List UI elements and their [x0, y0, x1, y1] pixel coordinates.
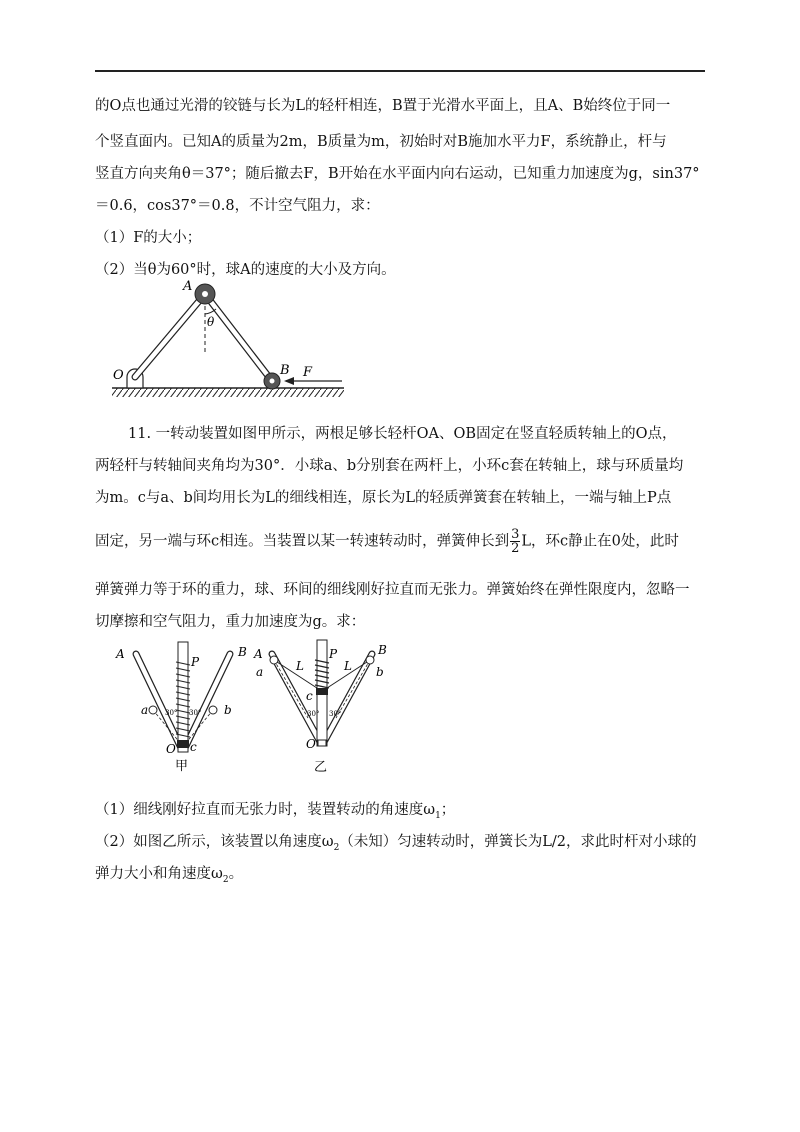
- q11-sub2-line2-post: 。: [228, 866, 244, 882]
- q10-figure: [110, 278, 350, 406]
- label-O: O: [306, 737, 316, 751]
- q11-sub2-line2-pre: 弹力大小和角速度ω: [95, 866, 223, 882]
- label-ang2: 30°: [329, 710, 342, 718]
- label-B: B: [238, 645, 247, 659]
- q11-sub-question-2: [95, 832, 707, 858]
- ring-c: [316, 688, 328, 695]
- ball-b: [209, 706, 217, 714]
- fraction-denominator: 2: [511, 541, 520, 556]
- q11-line-1: 11. 一转动装置如图甲所示，两根足够长轻杆OA、OB固定在竖直轻质转轴上的O点，: [128, 426, 677, 442]
- caption-yi: 乙: [314, 760, 328, 775]
- label-L-left: L: [296, 659, 304, 673]
- label-ang1: 30°: [165, 709, 178, 717]
- q11-line-6: 切摩擦和空气阻力，重力加速度为g。求：: [95, 614, 366, 630]
- label-c: c: [306, 689, 313, 703]
- q10-line-2: 个竖直面内。已知A的质量为2m，B质量为m，初始时对B施加水平力F，系统静止，杆与: [95, 134, 667, 150]
- ring-c: [177, 740, 189, 748]
- ball-a: [270, 656, 278, 664]
- q11-figure-jia: [112, 640, 262, 775]
- fraction-three-halves: [510, 528, 520, 555]
- label-O: O: [166, 742, 176, 756]
- q11-sub2-post: （未知）匀速转动时，弹簧长为L/2，求此时杆对小球的: [339, 834, 697, 850]
- ball-a: [149, 706, 157, 714]
- q11-sub-question-2-line-2: [95, 864, 707, 890]
- label-a: a: [256, 665, 264, 679]
- q11-sub1-subscript: 1: [435, 810, 441, 821]
- label-L-right: L: [344, 659, 352, 673]
- rod-ab-inner: [205, 294, 272, 381]
- ring-o: [318, 740, 326, 746]
- label-f: F: [303, 365, 313, 380]
- q11-line-5: 弹簧弹力等于环的重力，球、环间的细线刚好拉直而无张力。弹簧始终在弹性限度内，忽略一: [95, 582, 690, 598]
- label-b: b: [224, 703, 232, 717]
- label-a: a: [141, 703, 149, 717]
- label-P: P: [329, 647, 338, 661]
- q11-sub2-line2-subscript: 2: [222, 874, 229, 885]
- fraction-numerator: 3: [511, 527, 520, 542]
- q11-line-4-post: L，环c静止在0处，此时: [521, 533, 679, 550]
- q10-line-3: 竖直方向夹角θ＝37°；随后撤去F，B开始在水平面内向右运动，已知重力加速度为g，sin37°: [95, 166, 700, 182]
- force-arrowhead: [284, 377, 294, 385]
- label-P: P: [191, 655, 200, 669]
- q11-line-4-pre: 固定，另一端与环c相连。当装置以某一转速转动时，弹簧伸长到: [95, 533, 510, 550]
- ground-hatch: [112, 388, 344, 397]
- q11-sub1-pre: （1）细线刚好拉直而无张力时，装置转动的角速度ω: [95, 802, 436, 818]
- q11-line-4: [95, 528, 707, 555]
- q11-figure-yi: [252, 636, 402, 775]
- q10-line-1: 的O点也通过光滑的铰链与长为L的轻杆相连，B置于光滑水平面上，且A、B始终位于同一: [95, 98, 671, 114]
- label-A: A: [116, 647, 125, 661]
- label-ang2: 30°: [189, 709, 202, 717]
- label-a: A: [183, 279, 193, 294]
- label-A: A: [254, 647, 263, 661]
- q10-line-4: ＝0.6，cos37°＝0.8，不计空气阻力，求：: [95, 198, 380, 214]
- q11-sub2-subscript: 2: [333, 842, 340, 853]
- label-b: b: [376, 665, 384, 679]
- label-theta: θ: [207, 315, 215, 329]
- q11-sub2-pre: （2）如图乙所示，该装置以角速度ω: [95, 834, 334, 850]
- q11-line-3: 为m。c与a、b间均用长为L的细线相连，原长为L的轻质弹簧套在转轴上，一端与轴上P点: [95, 490, 672, 506]
- ball-b-center: [270, 379, 275, 384]
- ball-a-center: [202, 291, 208, 297]
- label-b: B: [280, 363, 290, 378]
- rod-oa-inner: [136, 654, 181, 748]
- q10-sub-question-2: （2）当θ为60°时，球A的速度的大小及方向。: [95, 262, 396, 278]
- header-rule: [95, 70, 705, 72]
- caption-jia: 甲: [175, 759, 189, 774]
- q11-line-2: 两轻杆与转轴间夹角均为30°．小球a、b分别套在两杆上，小环c套在转轴上，球与环质量均: [95, 458, 684, 474]
- q10-sub-question-1: （1）F的大小；: [95, 230, 202, 246]
- q11-sub-question-1: [95, 800, 707, 826]
- label-ang1: 30°: [307, 710, 320, 718]
- rod-oa-inner: [135, 294, 205, 377]
- ball-b: [366, 656, 374, 664]
- label-B: B: [378, 643, 387, 657]
- q11-sub1-post: ；: [440, 802, 456, 818]
- label-o: O: [113, 368, 124, 383]
- label-c: c: [190, 740, 197, 754]
